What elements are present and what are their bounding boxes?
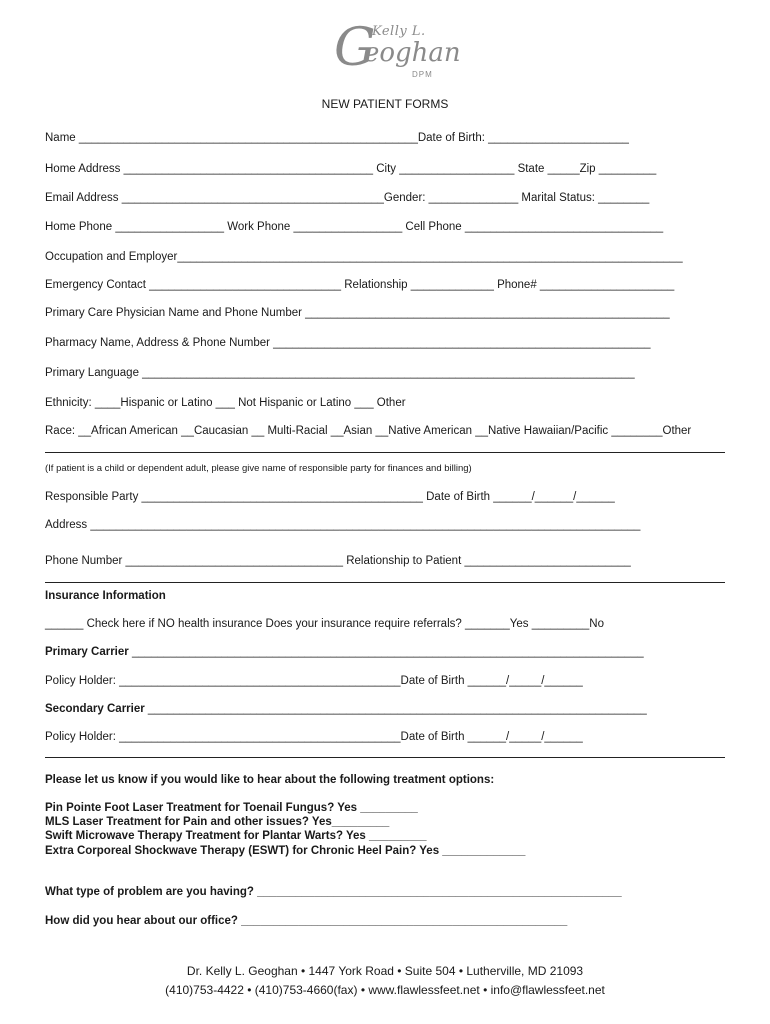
- primary-care-field[interactable]: Primary Care Physician Name and Phone Number _________________________________________________________: [45, 307, 670, 319]
- policy-holder-field[interactable]: Policy Holder: ____________________________________________Date of Birth ______/_____/______: [45, 731, 583, 743]
- occupation-field[interactable]: Occupation and Employer_______________________________________________________________________________: [45, 251, 683, 263]
- name-field[interactable]: Name _____________________________________________________Date of Birth: ______________________: [45, 132, 629, 144]
- treatment-option[interactable]: Extra Corporeal Shockwave Therapy (ESWT) for Chronic Heel Pain? Yes _____________: [45, 845, 526, 857]
- section-divider: [45, 582, 725, 583]
- email-field[interactable]: Email Address _________________________________________Gender: ______________ Marital Status: ________: [45, 192, 650, 204]
- policy-holder-field[interactable]: Policy Holder: ____________________________________________Date of Birth ______/_____/______: [45, 675, 583, 687]
- logo-letter-g: G: [334, 18, 376, 78]
- treatment-option[interactable]: Swift Microwave Therapy Treatment for Plantar Warts? Yes _________: [45, 830, 427, 842]
- home-address-field[interactable]: Home Address _______________________________________ City __________________ State _____Zip _________: [45, 163, 657, 175]
- practice-logo: [334, 14, 461, 80]
- treatment-option[interactable]: Pin Pointe Foot Laser Treatment for Toenail Fungus? Yes _________: [45, 802, 418, 814]
- no-insurance-field[interactable]: ______ Check here if NO health insurance Does your insurance require referrals? _______Yes _________No: [45, 618, 604, 630]
- footer-address: Dr. Kelly L. Geoghan • 1447 York Road • Suite 504 • Lutherville, MD 21093: [186, 964, 584, 978]
- primary-carrier-field[interactable]: [45, 645, 644, 659]
- logo-kelly: Kelly L.: [372, 24, 426, 39]
- emergency-contact-field[interactable]: Emergency Contact ______________________________ Relationship _____________ Phone# _____________________: [45, 279, 675, 291]
- primary-language-field[interactable]: Primary Language _____________________________________________________________________________: [45, 367, 635, 379]
- section-divider: [45, 452, 725, 453]
- secondary-carrier-line: ______________________________________________________________________________: [144, 703, 647, 715]
- primary-carrier-label: Primary Carrier: [45, 646, 129, 658]
- section-divider: [45, 757, 725, 758]
- secondary-carrier-field[interactable]: [45, 702, 647, 716]
- problem-field[interactable]: What type of problem are you having? _________________________________________________________: [45, 886, 622, 898]
- responsible-party-note: (If patient is a child or dependent adult, please give name of responsible party for finances and billing): [45, 463, 472, 474]
- responsible-party-field[interactable]: Responsible Party ____________________________________________ Date of Birth ______/______/______: [45, 491, 615, 503]
- pharmacy-field[interactable]: Pharmacy Name, Address & Phone Number ___________________________________________________________: [45, 337, 651, 349]
- ethnicity-field[interactable]: Ethnicity: ____Hispanic or Latino ___ Not Hispanic or Latino ___ Other: [45, 397, 406, 409]
- footer-contact: (410)753-4422 • (410)753-4660(fax) • www.flawlessfeet.net • info@flawlessfeet.net: [165, 983, 605, 997]
- treatment-prompt: Please let us know if you would like to hear about the following treatment options:: [45, 774, 495, 786]
- phone-number-field[interactable]: Phone Number __________________________________ Relationship to Patient __________________________: [45, 555, 631, 567]
- secondary-carrier-label: Secondary Carrier: [45, 703, 145, 715]
- phones-field[interactable]: Home Phone _________________ Work Phone _________________ Cell Phone _______________________________: [45, 221, 664, 233]
- logo-dpm: DPM: [412, 70, 433, 79]
- page-title: NEW PATIENT FORMS: [321, 97, 449, 111]
- race-field[interactable]: Race: __African American __Caucasian __ Multi-Racial __Asian __Native American __Native Hawaiian/Pacific ________Other: [45, 425, 692, 437]
- primary-carrier-line: ________________________________________________________________________________: [128, 646, 644, 658]
- insurance-heading: Insurance Information: [45, 590, 166, 602]
- address-field[interactable]: Address ______________________________________________________________________________________: [45, 519, 641, 531]
- referral-source-field[interactable]: How did you hear about our office? ___________________________________________________: [45, 915, 568, 927]
- treatment-option[interactable]: MLS Laser Treatment for Pain and other issues? Yes_________: [45, 816, 390, 828]
- logo-eoghan: eoghan: [364, 38, 461, 68]
